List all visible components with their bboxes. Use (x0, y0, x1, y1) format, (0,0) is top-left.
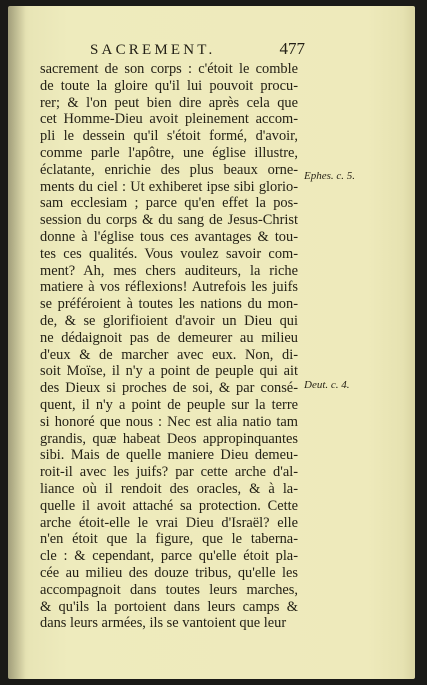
text-line: cet Homme-Dieu avoit pleinement accom- (40, 111, 298, 128)
marginal-note: Ephes. c. 5. (304, 170, 356, 182)
text-line: arche étoit-elle le vrai Dieu d'Israël? elle (40, 514, 298, 531)
marginal-note: Deut. c. 4. (304, 379, 350, 391)
text-line: roit-il avec les juifs? par cette arche d'al- (40, 464, 298, 481)
text-line: pli le dessein qu'il s'étoit formé, d'avoir, (40, 128, 298, 145)
text-line: donne à l'église tous ces avantages & tou- (40, 228, 298, 245)
text-line: des Dieux si proches de soi, & par consé- (40, 380, 298, 397)
text-line: liance où il rendoit des oracles, & à la- (40, 480, 298, 497)
text-line: ne dédaignoit pas de demeurer au milieu (40, 329, 298, 346)
body-text (40, 61, 298, 632)
text-line: soit Moïse, il n'y a point de peuple qui ait (40, 363, 298, 380)
page-gutter-shadow (8, 6, 26, 679)
text-line: ments du ciel : Ut exhiberet ipse sibi glorio- (40, 178, 298, 195)
page-number: 477 (279, 39, 305, 58)
text-line: sibi. Mais de quelle maniere Dieu demeu- (40, 447, 298, 464)
text-line: ment? Ah, mes chers auditeurs, la riche (40, 262, 298, 279)
text-line: d'eux & de marcher avec eux. Non, di- (40, 346, 298, 363)
text-line: de, & se glorifioient d'avoir un Dieu qui (40, 312, 298, 329)
text-line: cle : & cependant, parce qu'elle étoit pla- (40, 548, 298, 565)
text-line: rer; & l'on peut bien dire après cela que (40, 94, 298, 111)
text-line: quelle il avoit attaché sa protection. Cette (40, 497, 298, 514)
text-line: grandis, quæ habeat Deos appropinquantes (40, 430, 298, 447)
text-line: tes ces qualités. Vous voulez savoir com- (40, 245, 298, 262)
text-line: accompagnoit dans toutes leurs marches, (40, 581, 298, 598)
text-line: & qu'ils la portoient dans leurs camps & (40, 598, 298, 615)
text-line: se préféroient à toutes les nations du mon- (40, 296, 298, 313)
text-line: quent, il n'y a point de peuple sur la terre (40, 396, 298, 413)
text-line: dans leurs armées, ils se vantoient que leur (40, 615, 287, 632)
text-line: comme parle l'apôtre, une église illustre, (40, 144, 298, 161)
text-line: si honoré que nous : Nec est alia natio tam (40, 413, 298, 430)
running-title: SACREMENT. (90, 42, 216, 58)
text-line: cée au milieu des douze tribus, qu'elle les (40, 564, 298, 581)
text-line: sam ecclesiam ; parce qu'en effet la pos- (40, 195, 298, 212)
text-line: éclatante, enrichie des plus beaux orne- (40, 161, 298, 178)
text-line: n'en étoit que la figure, que le taberna- (40, 531, 298, 548)
text-line: de toute la gloire qu'il lui pouvoit procu- (40, 77, 298, 94)
text-line: sacrement de son corps : c'étoit le comble (40, 61, 298, 77)
text-line: session du corps & du sang de Jesus-Christ (40, 212, 298, 229)
text-line: matiere à vos réflexions! Autrefois les juifs (40, 279, 298, 296)
